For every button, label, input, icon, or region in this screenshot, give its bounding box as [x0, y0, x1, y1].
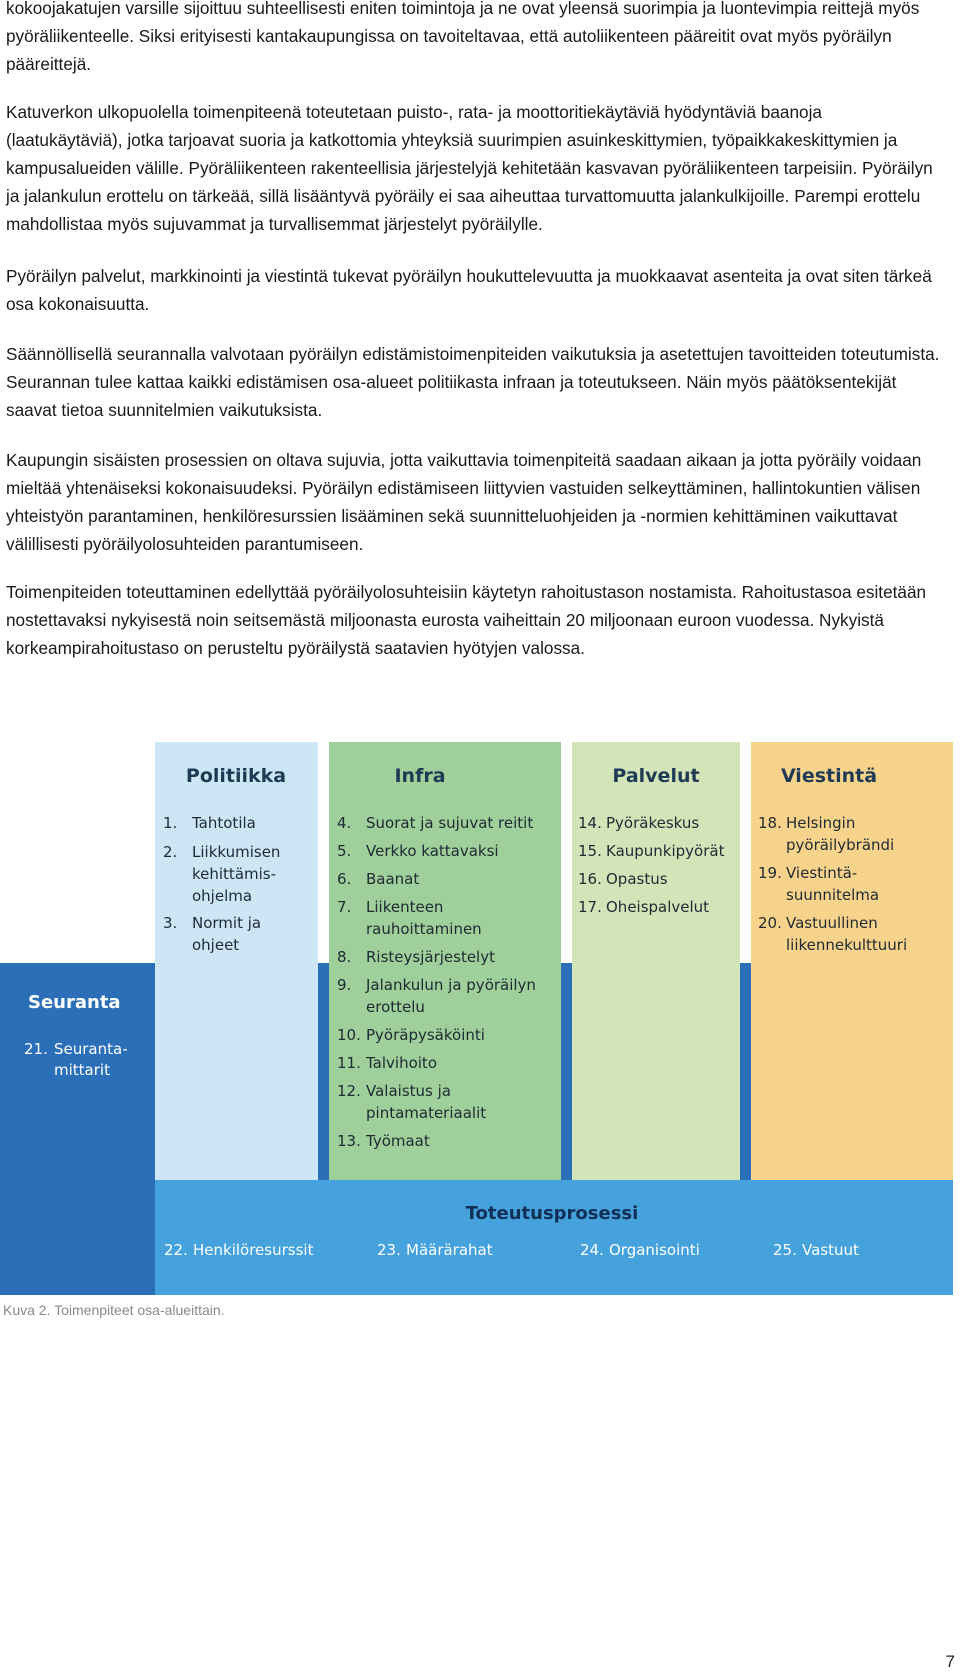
toteutus-band: [155, 1180, 953, 1295]
list-item: Risteysjärjestelyt: [366, 948, 495, 966]
toteutus-item-number: 22.: [164, 1241, 188, 1259]
list-item-number: 13.: [337, 1132, 361, 1150]
figure-caption: Kuva 2. Toimenpiteet osa-alueittain.: [3, 1302, 225, 1318]
list-item-number: 15.: [578, 842, 602, 860]
politiikka-title: Politiikka: [185, 765, 287, 787]
paragraph-text: Kaupungin sisäisten prosessien on oltava sujuvia, jotta vaikuttavia toimenpiteitä saadaan aikaan ja jotta pyöräily voidaan mieltää yhtenäiseksi kokonaisuudeksi. Pyöräilyn edistämiseen liittyvien vastuiden selkeyttäminen, hallintokuntien välisen yhteistyön parantaminen, henkilöresurssien lisääminen sekä suunnitteluohjeiden ja -normien kehittäminen vaikuttavat välillisesti pyöräilyolosuhteiden parantumiseen.: [6, 450, 922, 554]
page-number: 7: [945, 1652, 955, 1671]
seuranta-item-number: 21.: [24, 1040, 48, 1058]
list-item: Opastus: [606, 870, 668, 888]
list-item-number: 12.: [337, 1082, 361, 1100]
seuranta-item: mittarit: [54, 1061, 110, 1079]
list-item: ohjeet: [192, 936, 240, 954]
paragraph-text: Pyöräilyn palvelut, markkinointi ja viestintä tukevat pyöräilyn houkuttelevuutta ja muokkaavat asenteita ja ovat siten tärkeä osa kokonaisuutta.: [6, 266, 932, 314]
paragraph-text: Toimenpiteiden toteuttaminen edellyttää pyöräilyolosuhteisiin käytetyn rahoitustason nostamista. Rahoitustasoa esitetään nostettavaksi nykyisestä noin seitsemästä miljoonasta eurosta vaiheittain 20 miljoonaan euroon vuodessa. Nykyistä korkeampirahoitustaso on perusteltu pyöräilystä saatavien hyötyjen valossa.: [6, 582, 927, 658]
list-item: Tahtotila: [192, 814, 256, 832]
list-item: erottelu: [366, 998, 425, 1016]
list-item: Talvihoito: [366, 1054, 437, 1072]
paragraph-text: Katuverkon ulkopuolella toimenpiteenä toteutetaan puisto-, rata- ja moottoritiekäytäviä hyödyntäviä baanoja (laatukäytäviä), jotka tarjoavat suoria ja katkottomia yhteyksiä suurimpien asuinkeskittymien, työpaikkakeskittymien ja kampusalueiden välille. Pyöräliikenteen rakenteellisia järjestelyjä kehitetään kasvavan pyöräliikenteen tarpeisiin. Pyöräilyn ja jalankulun erottelu on tärkeää, sillä lisääntyvä pyöräily ei saa aiheuttaa turvattomuutta jalankulkijoille. Parempi erottelu mahdollistaa myös sujuvammat ja turvallisemmat järjestelyt pyöräilylle.: [6, 102, 933, 234]
seuranta-title: Seuranta: [28, 992, 121, 1013]
paragraph-4: [6, 340, 941, 424]
list-item-number: 9.: [337, 976, 352, 994]
list-item-number: 2.: [163, 843, 178, 861]
list-item: suunnitelma: [786, 886, 880, 904]
list-item-number: 10.: [337, 1026, 361, 1044]
toteutus-item: Vastuut: [802, 1241, 859, 1259]
list-item: Pyöräkeskus: [606, 814, 700, 832]
list-item: rauhoittaminen: [366, 920, 482, 938]
paragraph-5: [6, 446, 941, 558]
list-item: Baanat: [366, 870, 420, 888]
toteutus-item: Organisointi: [609, 1241, 700, 1259]
list-item-number: 16.: [578, 870, 602, 888]
list-item: Suorat ja sujuvat reitit: [366, 814, 534, 832]
toteutus-item: Henkilöresurssit: [193, 1241, 314, 1259]
list-item: Normit ja: [192, 914, 262, 932]
palvelut-column: [572, 742, 740, 1180]
list-item-number: 7.: [337, 898, 352, 916]
toteutus-item-number: 23.: [377, 1241, 401, 1259]
list-item: Helsingin: [786, 814, 856, 832]
list-item: ohjelma: [192, 887, 253, 905]
list-item: Verkko kattavaksi: [366, 842, 499, 860]
viestinta-column: [751, 742, 953, 1180]
paragraph-1: [6, 0, 941, 78]
list-item-number: 1.: [163, 814, 178, 832]
list-item-number: 4.: [337, 814, 352, 832]
paragraph-3: [6, 262, 941, 318]
list-item: pintamateriaalit: [366, 1104, 487, 1122]
toteutus-item-number: 25.: [773, 1241, 797, 1259]
palvelut-title: Palvelut: [612, 765, 700, 787]
paragraph-6: [6, 578, 941, 662]
list-item: Valaistus ja: [366, 1082, 451, 1100]
list-item: Jalankulun ja pyöräilyn: [366, 976, 536, 994]
list-item: Työmaat: [366, 1132, 430, 1150]
list-item-number: 14.: [578, 814, 602, 832]
list-item: Liikenteen: [366, 898, 444, 916]
paragraph-2: [6, 98, 941, 238]
list-item: pyöräilybrändi: [786, 836, 895, 854]
measures-diagram: [0, 730, 960, 1300]
toteutus-item: Määrärahat: [406, 1241, 493, 1259]
list-item: Liikkumisen: [192, 843, 281, 861]
list-item: liikennekulttuuri: [786, 936, 908, 954]
list-item-number: 8.: [337, 948, 352, 966]
list-item-number: 18.: [758, 814, 782, 832]
paragraph-text: Säännöllisellä seurannalla valvotaan pyöräilyn edistämistoimenpiteiden vaikutuksia ja asetettujen tavoitteiden toteutumista. Seurannan tulee kattaa kaikki edistämisen osa-alueet politiikasta infraan ja toteutukseen. Näin myös päätöksentekijät saavat tietoa suunnitelmien vaikutuksista.: [6, 344, 940, 420]
paragraph-text: kokoojakatujen varsille sijoittuu suhteellisesti eniten toimintoja ja ne ovat yleensä suorimpia ja luontevimpia reittejä myös pyöräliikenteelle. Siksi erityisesti kantakaupungissa on tavoiteltavaa, että autoliikenteen pääreitit ovat myös pyöräilyn pääreittejä.: [6, 0, 920, 74]
list-item: Oheispalvelut: [606, 898, 710, 916]
list-item-number: 20.: [758, 914, 782, 932]
list-item-number: 19.: [758, 864, 782, 882]
viestinta-title: Viestintä: [780, 765, 878, 787]
seuranta-item: Seuranta-: [54, 1040, 128, 1058]
toteutus-title: Toteutusprosessi: [465, 1203, 639, 1224]
list-item-number: 3.: [163, 914, 178, 932]
politiikka-column: [155, 742, 318, 1180]
infra-title: Infra: [394, 765, 446, 787]
list-item-number: 5.: [337, 842, 352, 860]
list-item: Pyöräpysäköinti: [366, 1026, 485, 1044]
list-item-number: 6.: [337, 870, 352, 888]
list-item-number: 11.: [337, 1054, 361, 1072]
toteutus-item-number: 24.: [580, 1241, 604, 1259]
list-item: kehittämis-: [192, 865, 277, 883]
list-item-number: 17.: [578, 898, 602, 916]
list-item: Viestintä-: [786, 864, 858, 882]
list-item: Kaupunkipyörät: [606, 842, 725, 860]
list-item: Vastuullinen: [786, 914, 878, 932]
